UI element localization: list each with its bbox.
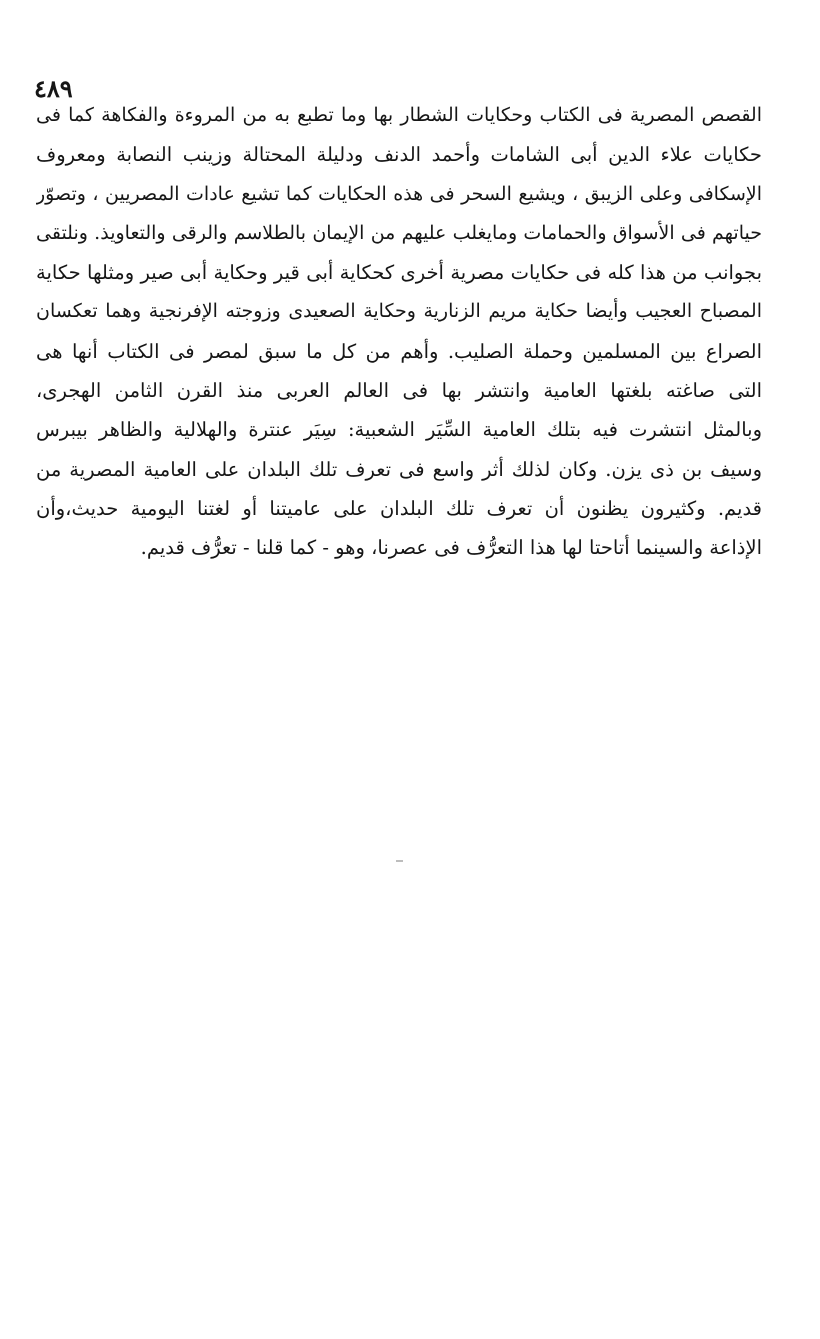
text-line: الإسكافى وعلى الزيبق ، ويشيع السحر فى هذه الحكايات كما تشيع عادات المصريين ، وتصوّر	[36, 182, 762, 205]
text-line: المصباح العجيب وأيضا حكاية مريم الزنارية وحكاية الصعيدى وزوجته الإفرنجية وهما تعكسان	[36, 300, 762, 323]
page-number: ٤٨٩	[34, 74, 73, 103]
body-paragraph	[36, 96, 762, 568]
text-line: التى صاغته بلغتها العامية وانتشر بها فى العالم العربى منذ القرن الثامن الهجرى،	[36, 379, 762, 403]
text-line: وبالمثل انتشرت فيه بتلك العامية السِّيَر الشعبية: سِيَر عنترة والهلالية والظاهر بيبرس	[36, 418, 762, 442]
text-line: حياتهم فى الأسواق والحمامات ومايغلب عليهم من الإيمان بالطلاسم والرقى والتعاويذ. ونلتقى	[36, 221, 762, 244]
text-line: بجوانب من هذا كله فى حكايات مصرية أخرى كحكاية أبى قير وحكاية أبى صير ومثلها حكاية	[36, 261, 762, 285]
text-line: الصراع بين المسلمين وحملة الصليب. وأهم من كل ما سبق لمصر فى الكتاب أنها هى	[36, 339, 762, 363]
text-line: وسيف بن ذى يزن. وكان لذلك أثر واسع فى تعرف تلك البلدان على العامية المصرية من	[36, 457, 762, 481]
scan-speck	[396, 860, 403, 862]
text-line-last: الإذاعة والسينما أتاحتا لها هذا التعرُّف فى عصرنا، وهو - كما قلنا - تعرُّف قديم.	[140, 536, 762, 560]
text-line: حكايات علاء الدين أبى الشامات وأحمد الدنف ودليلة المحتالة وزينب النصابة ومعروف	[36, 143, 762, 167]
text-line: قديم. وكثيرون يظنون أن تعرف تلك البلدان على عاميتنا أو لغتنا اليومية حديث،وأن	[36, 496, 762, 520]
text-line: القصص المصرية فى الكتاب وحكايات الشطار بها وما تطبع به من المروءة والفكاهة كما فى	[36, 104, 762, 126]
